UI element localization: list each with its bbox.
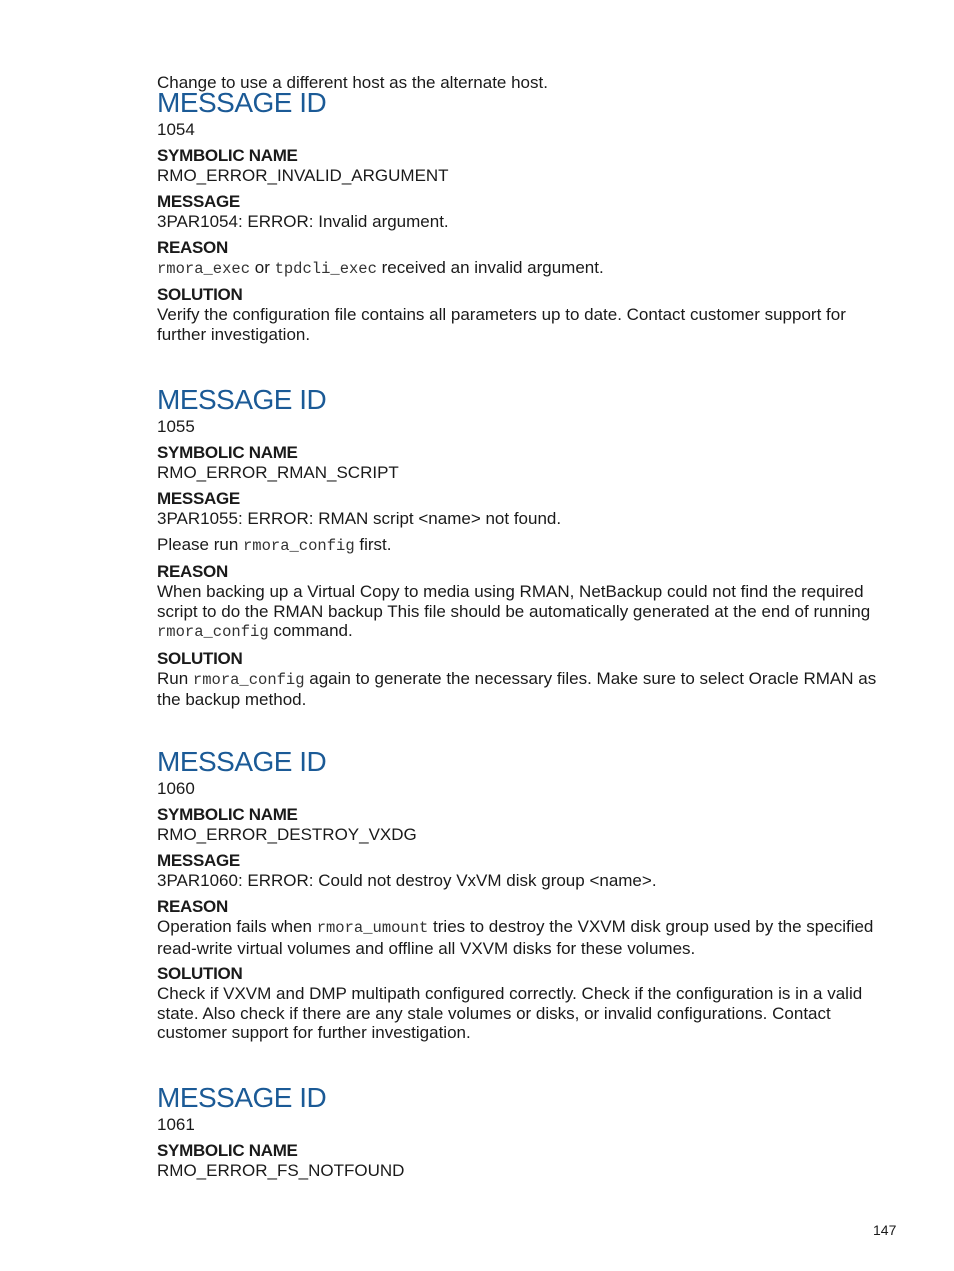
symbolic-name-value: RMO_ERROR_DESTROY_VXDG — [157, 825, 417, 844]
solution-value: Verify the configuration file contains all parameters up to date. Contact customer support for further investigation. — [157, 305, 846, 344]
symbolic-name-label: SYMBOLIC NAME — [157, 805, 298, 824]
reason-value — [157, 258, 899, 279]
page-number: 147 — [873, 1222, 897, 1238]
symbolic-name-value: RMO_ERROR_FS_NOTFOUND — [157, 1161, 405, 1180]
message-label: MESSAGE — [157, 192, 240, 211]
message-text: Please run — [157, 535, 243, 554]
reason-value — [157, 582, 899, 643]
message-entry-1061 — [157, 1083, 899, 1187]
symbolic-name-value: RMO_ERROR_INVALID_ARGUMENT — [157, 166, 449, 185]
message-label: MESSAGE — [157, 851, 240, 870]
reason-label: REASON — [157, 897, 228, 916]
solution-label: SOLUTION — [157, 648, 243, 668]
solution-label: SOLUTION — [157, 285, 243, 304]
symbolic-name-value: RMO_ERROR_RMAN_SCRIPT — [157, 463, 399, 482]
reason-text: received an invalid argument. — [376, 258, 604, 277]
message-entry-1054 — [157, 88, 899, 350]
solution-value — [157, 669, 899, 710]
reason-label: REASON — [157, 238, 228, 257]
message-value-2 — [157, 535, 899, 556]
solution-text: again to generate the necessary files. Make sure to select Oracle RMAN as the backup method. — [157, 668, 877, 709]
code-text: rmora_config — [157, 623, 269, 641]
reason-value — [157, 917, 899, 958]
reason-label: REASON — [157, 562, 228, 581]
symbolic-name-label: SYMBOLIC NAME — [157, 1141, 298, 1160]
message-entry-1060 — [157, 747, 899, 1049]
message-id-heading: MESSAGE ID — [157, 87, 327, 118]
reason-text: tries to destroy the VXVM disk group used by the specified read-write virtual volumes and offline all VXVM disks for these volumes. — [157, 917, 874, 958]
message-value: 3PAR1055: ERROR: RMAN script <name> not found. — [157, 509, 562, 528]
message-id-value: 1054 — [157, 120, 195, 139]
code-text: rmora_umount — [316, 919, 429, 937]
message-text: first. — [354, 535, 392, 554]
message-value: 3PAR1060: ERROR: Could not destroy VxVM disk group <name>. — [157, 871, 657, 890]
message-id-heading: MESSAGE ID — [157, 1082, 327, 1113]
symbolic-name-label: SYMBOLIC NAME — [157, 443, 298, 462]
message-id-heading: MESSAGE ID — [157, 746, 327, 777]
solution-label: SOLUTION — [157, 964, 243, 983]
solution-value: Check if VXVM and DMP multipath configured correctly. Check if the configuration is in a valid state. Also check if there are any stale volumes or disks, or invalid configurations. Contact customer support for further investigation. — [157, 984, 863, 1042]
message-value: 3PAR1054: ERROR: Invalid argument. — [157, 212, 449, 231]
code-text: rmora_exec — [157, 260, 251, 278]
code-text: rmora_config — [192, 670, 305, 689]
message-entry-1055 — [157, 385, 899, 716]
code-text: rmora_config — [243, 537, 355, 555]
symbolic-name-label: SYMBOLIC NAME — [157, 146, 298, 165]
message-id-value: 1055 — [157, 417, 195, 436]
intro-text: Change to use a different host as the alternate host. — [157, 73, 548, 92]
message-id-value: 1061 — [157, 1115, 195, 1134]
message-label: MESSAGE — [157, 489, 240, 508]
reason-text: or — [250, 258, 275, 277]
reason-text: Operation fails when — [157, 917, 317, 936]
reason-text: command. — [268, 621, 353, 640]
solution-text: Run — [157, 668, 193, 688]
message-id-heading: MESSAGE ID — [157, 384, 327, 415]
code-text: tpdcli_exec — [274, 260, 377, 278]
reason-text: When backing up a Virtual Copy to media using RMAN, NetBackup could not find the required script to do the RMAN backup This file should be automatically generated at the end of running — [157, 582, 871, 621]
message-id-value: 1060 — [157, 779, 195, 798]
